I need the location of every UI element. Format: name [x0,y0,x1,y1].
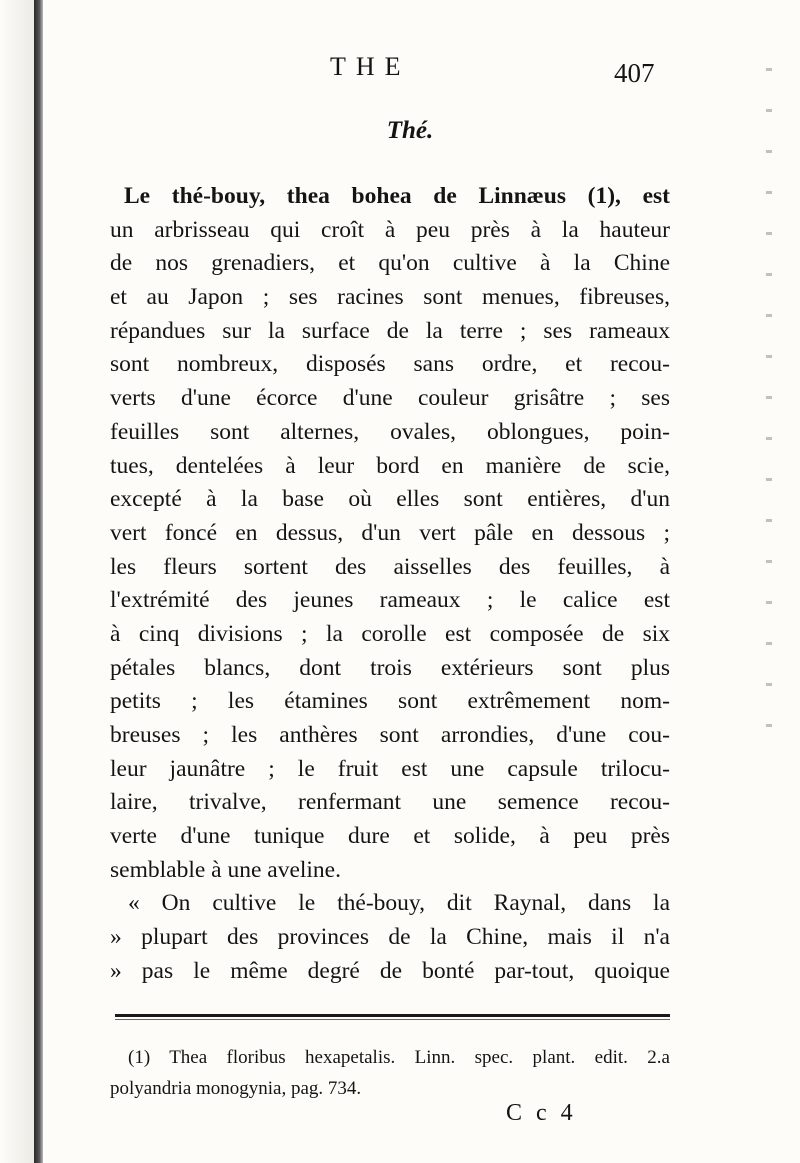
body-text [110,180,670,989]
section-title: Thé. [386,117,434,144]
body-line: » pas le même degré de bonté par-tout, quoique [110,957,670,984]
body-line: vert foncé en dessus, d'un vert pâle en dessous ; [110,519,670,546]
body-line: Le thé-bouy, thea bohea de Linnæus (1), est [124,183,670,209]
footnote-rule-thin [115,1019,670,1020]
body-line: « On cultive le thé-bouy, dit Raynal, dans la [128,890,670,917]
body-line: répandues sur la surface de la terre ; ses rameaux [110,317,670,344]
book-binding-edge [34,0,43,1163]
signature-mark: C c 4 [506,1100,577,1126]
body-line: l'extrémité des jeunes rameaux ; le calice est [110,587,670,614]
body-line: verte d'une tunique dure et solide, à peu près [110,823,670,850]
body-line: feuilles sont alternes, ovales, oblongues, poin- [110,418,670,445]
body-line: et au Japon ; ses racines sont menues, fibreuses, [110,284,670,311]
body-line: de nos grenadiers, et qu'on cultive à la Chine [110,250,670,277]
footnote [110,1042,670,1104]
footnote-line: polyandria monogynia, pag. 734. [110,1078,362,1099]
body-line: à cinq divisions ; la corolle est composée de six [110,620,670,647]
body-line: » plupart des provinces de la Chine, mais il n'a [110,924,670,951]
page-number: 407 [614,58,655,88]
body-line: excepté à la base où elles sont entières, d'un [110,486,670,513]
body-line: semblable à une aveline. [110,856,341,883]
body-line: breuses ; les anthères sont arrondies, d'une cou- [110,722,670,748]
body-line: les fleurs sortent des aisselles des feuilles, à [110,553,670,580]
footnote-line: (1) Thea floribus hexapetalis. Linn. spec. plant. edit. 2.a [128,1047,670,1068]
page-gutter-shadow [0,0,34,1163]
body-line: verts d'une écorce d'une couleur grisâtre ; ses [110,385,670,412]
body-line: petits ; les étamines sont extrêmement nom- [110,688,670,715]
body-line: laire, trivalve, renfermant une semence recou- [110,789,670,816]
running-head: THE [330,52,411,81]
body-line: pétales blancs, dont trois extérieurs sont plus [110,654,670,681]
footnote-rule [115,1014,670,1017]
body-line: tues, dentelées à leur bord en manière de scie, [110,452,670,479]
body-line: un arbrisseau qui croît à peu près à la hauteur [110,216,670,243]
body-line: leur jaunâtre ; le fruit est une capsule trilocu- [110,755,670,782]
body-line: sont nombreux, disposés sans ordre, et recou- [110,351,670,378]
